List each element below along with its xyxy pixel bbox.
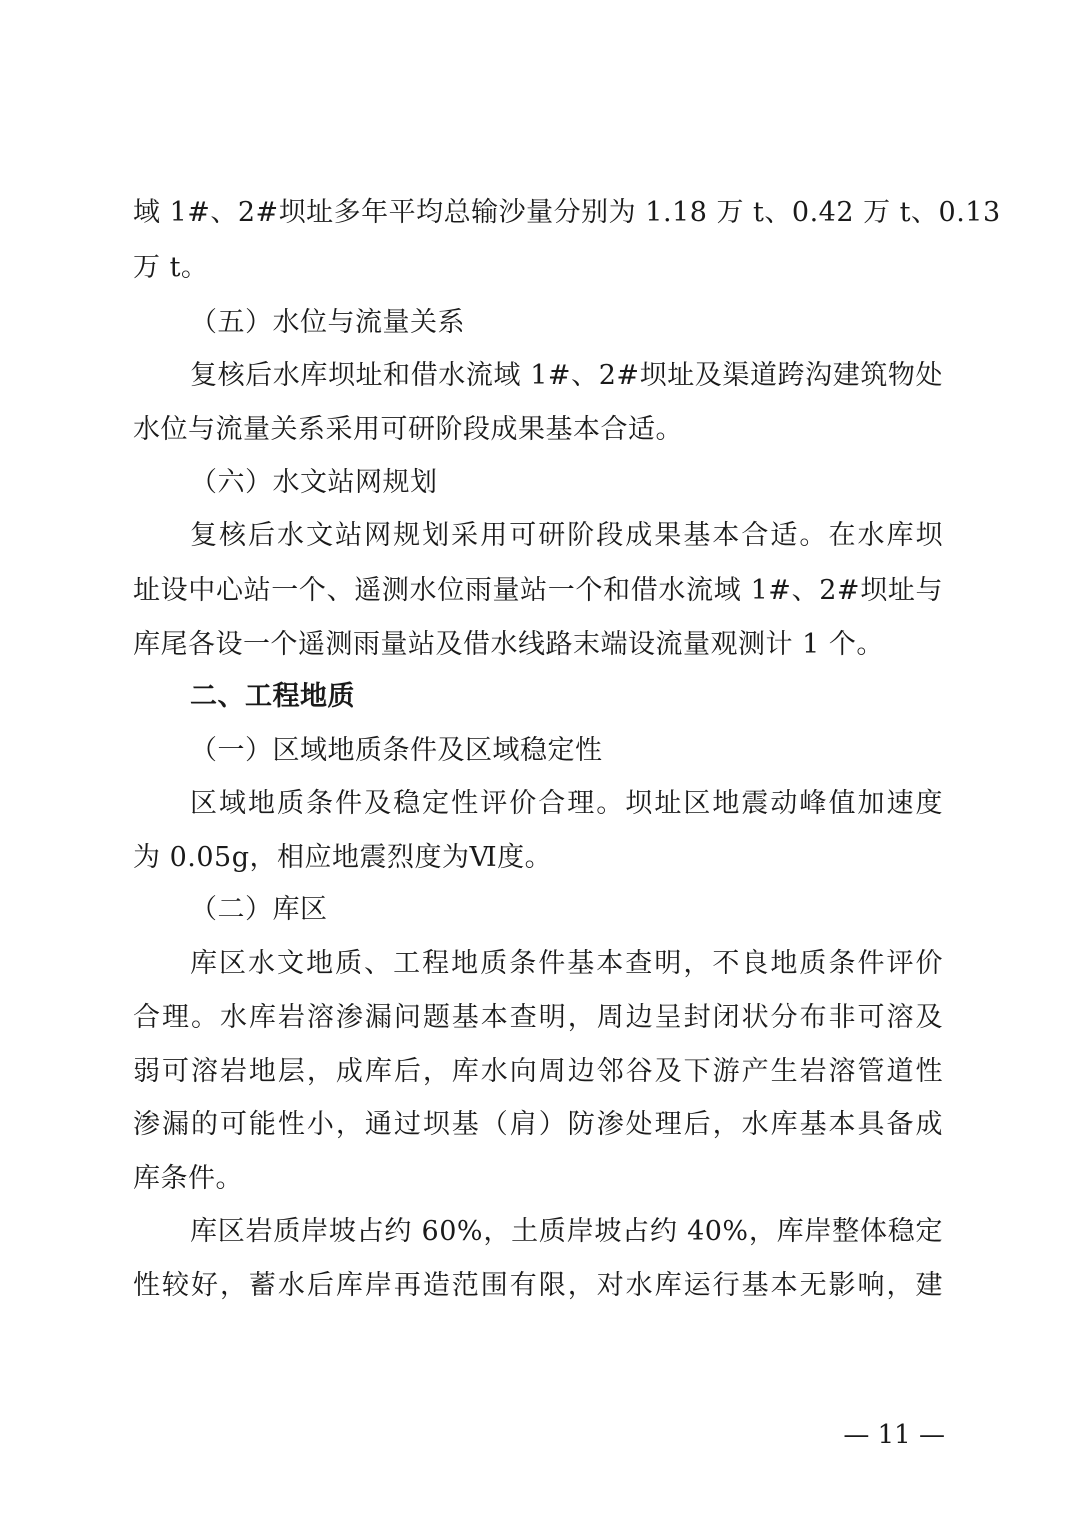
page-number: — 11 — [843, 1420, 945, 1450]
subsection-heading: （六）水文站网规划 [190, 467, 438, 498]
body-text-line: 万 t。 [133, 252, 209, 283]
body-text-line: 复核后水库坝址和借水流域 1#、2#坝址及渠道跨沟建筑物处 [190, 360, 943, 391]
subsection-heading: （二）库区 [190, 894, 328, 925]
body-text-line: 库区水文地质、工程地质条件基本查明，不良地质条件评价 [190, 948, 943, 979]
body-text-line: 复核后水文站网规划采用可研阶段成果基本合适。在水库坝 [190, 520, 943, 551]
body-text-line: 库尾各设一个遥测雨量站及借水线路末端设流量观测计 1 个。 [133, 629, 884, 660]
body-text-line: 渗漏的可能性小，通过坝基（肩）防渗处理后，水库基本具备成 [133, 1109, 943, 1140]
body-text-line: 址设中心站一个、遥测水位雨量站一个和借水流域 1#、2#坝址与 [133, 575, 943, 606]
body-text-line: 性较好，蓄水后库岸再造范围有限，对水库运行基本无影响，建 [133, 1270, 943, 1301]
section-heading: 二、工程地质 [190, 681, 355, 712]
subsection-heading: （一）区域地质条件及区域稳定性 [190, 735, 603, 766]
body-text-line: 区域地质条件及稳定性评价合理。坝址区地震动峰值加速度 [190, 788, 943, 819]
body-text-line: 为 0.05g，相应地震烈度为Ⅵ度。 [133, 842, 553, 873]
body-text-line: 库区岩质岸坡占约 60%，土质岸坡占约 40%，库岸整体稳定 [190, 1216, 943, 1247]
body-text-line: 合理。水库岩溶渗漏问题基本查明，周边呈封闭状分布非可溶及 [133, 1002, 943, 1033]
body-text-line: 弱可溶岩地层，成库后，库水向周边邻谷及下游产生岩溶管道性 [133, 1056, 943, 1087]
body-text-line: 水位与流量关系采用可研阶段成果基本合适。 [133, 414, 683, 445]
body-text-line: 域 1#、2#坝址多年平均总输沙量分别为 1.18 万 t、0.42 万 t、0.13 [133, 197, 1001, 228]
subsection-heading: （五）水位与流量关系 [190, 307, 465, 338]
body-text-line: 库条件。 [133, 1163, 243, 1194]
